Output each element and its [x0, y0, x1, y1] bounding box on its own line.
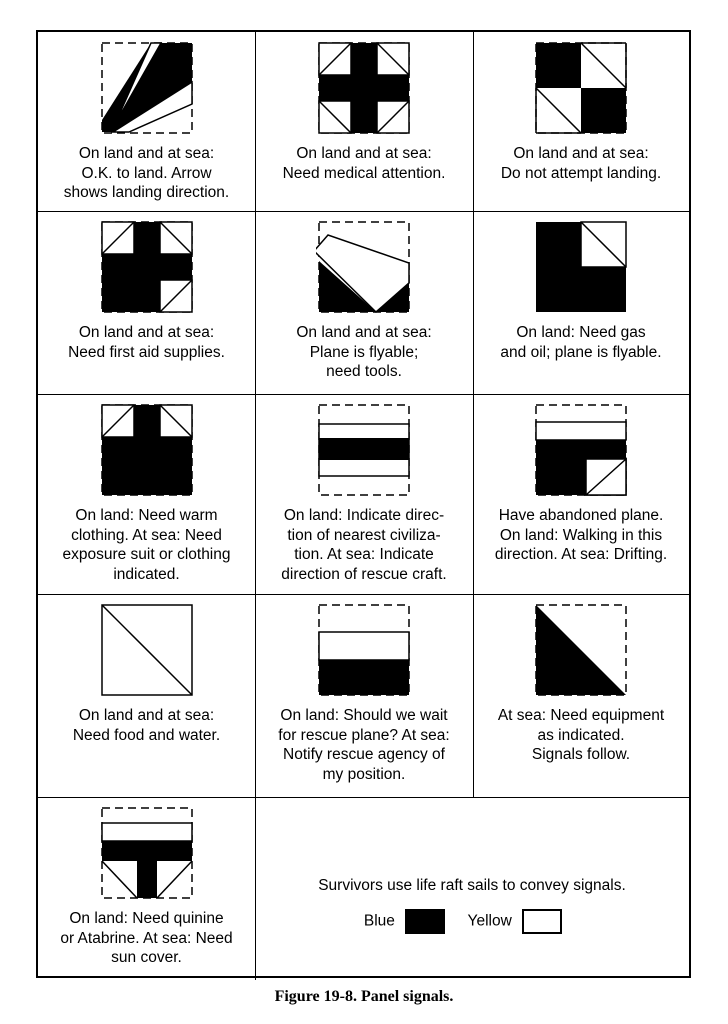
signal-cell-do-not-land — [473, 32, 689, 211]
legend-blue-label: Blue — [363, 912, 395, 930]
signal-cell-medical-attention — [255, 32, 473, 211]
need-equipment-signal-icon — [535, 604, 627, 696]
signal-cell-gas-and-oil — [473, 211, 689, 394]
signal-caption: On land: Need quinine or Atabrine. At sea: Need sun cover. — [60, 910, 233, 966]
signal-cell-need-tools — [255, 211, 473, 394]
medical-attention-signal-icon — [318, 42, 410, 134]
signal-caption: On land and at sea: Need medical attention. — [282, 145, 446, 182]
need-tools-signal-icon — [316, 221, 412, 313]
yellow-swatch — [522, 909, 562, 934]
gas-and-oil-signal-icon — [535, 221, 627, 313]
first-aid-signal-icon — [101, 221, 193, 313]
signal-caption: On land: Need warm clothing. At sea: Need exposure suit or clothing indicated. — [62, 507, 231, 583]
blue-swatch — [405, 909, 445, 934]
signal-cell-food-and-water — [38, 594, 255, 797]
signal-cell-warm-clothing — [38, 394, 255, 594]
signal-cell-first-aid — [38, 211, 255, 394]
legend-title: Survivors use life raft sails to convey signals. — [318, 877, 626, 894]
signal-caption: On land and at sea: O.K. to land. Arrow shows landing direction. — [63, 145, 230, 201]
signal-caption: At sea: Need equipment as indicated. Signals follow. — [497, 707, 665, 763]
legend-row — [255, 909, 689, 934]
legend-cell — [255, 797, 689, 978]
landing-direction-signal-icon — [101, 42, 193, 134]
signal-caption: On land and at sea: Plane is flyable; need tools. — [296, 324, 432, 380]
figure-caption: Figure 19-8. Panel signals. — [274, 988, 454, 1005]
signal-cell-abandoned-plane — [473, 394, 689, 594]
signal-caption: On land and at sea: Do not attempt landing. — [500, 145, 662, 182]
legend-yellow-label: Yellow — [467, 912, 512, 930]
signal-caption: On land and at sea: Need food and water. — [72, 707, 221, 744]
food-and-water-signal-icon — [101, 604, 193, 696]
signal-caption: On land: Should we wait for rescue plane? At sea: Notify rescue agency of my position. — [278, 707, 450, 783]
signal-cell-need-equipment — [473, 594, 689, 797]
signal-cell-quinine — [38, 797, 255, 978]
signal-cell-ok-to-land — [38, 32, 255, 211]
signal-cell-direction-civilization — [255, 394, 473, 594]
signal-cell-wait-for-rescue — [255, 594, 473, 797]
signal-caption: Have abandoned plane. On land: Walking in this direction. At sea: Drifting. — [494, 507, 668, 563]
signal-caption: On land: Need gas and oil; plane is flyable. — [500, 324, 662, 361]
quinine-signal-icon — [101, 807, 193, 899]
direction-civilization-signal-icon — [318, 404, 410, 496]
wait-for-rescue-signal-icon — [318, 604, 410, 696]
do-not-land-signal-icon — [535, 42, 627, 134]
signal-caption: On land and at sea: Need first aid supplies. — [68, 324, 225, 361]
warm-clothing-signal-icon — [101, 404, 193, 496]
abandoned-plane-signal-icon — [535, 404, 627, 496]
panel-signals-table — [36, 30, 691, 978]
signal-caption: On land: Indicate direc- tion of nearest civiliza- tion. At sea: Indicate direction of rescue craft. — [281, 507, 447, 583]
